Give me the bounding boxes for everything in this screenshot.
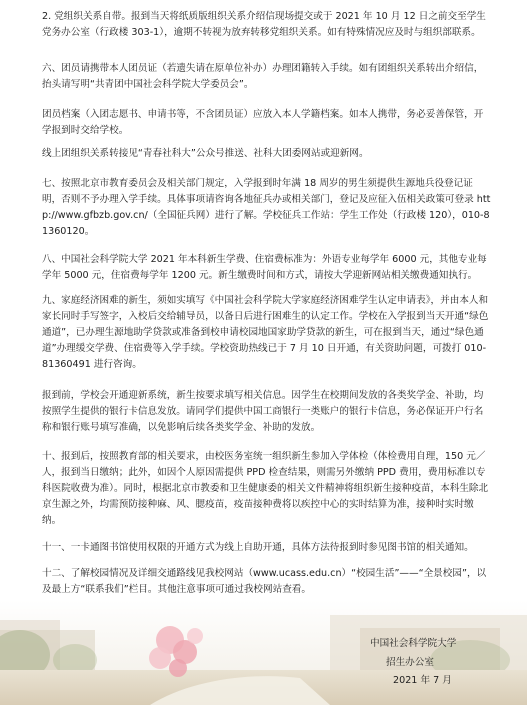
signature-department: 招生办公室	[386, 657, 434, 668]
paragraph-campus-website: 十二、了解校园情况及详细交通路线见我校网站（www.ucass.edu.cn）“校园生活”——“全景校园”，以及最上方“联系我们”栏目。其他注意事项可通过我校网站查看。	[42, 568, 487, 595]
paragraph-league-archive: 团员档案（入团志愿书、申请书等，不含团员证）应放入本人学籍档案。如本人携带，务必妥善保管，开学报到时交给学校。	[42, 109, 484, 136]
paragraph-health-check: 十、报到后，按照教育部的相关要求，由校医务室统一组织新生参加入学体检（体检费用自理，150 元／人，报到当日缴纳；此外，如因个人原因需提供 PPD 检查结果，则需另外缴纳 PPD 费用，费用标准以专科医院收费为准）。同时，根据北京市教委和卫生健康委的相关文件精神将组织新生接种疫苗，本科生除北京生源之外，均需预防接种麻、风、腮疫苗，疫苗接种费将以疾控中心的实时结算为准，接种时实时缴纳。	[42, 451, 489, 526]
signature-organization: 中国社会科学院大学	[370, 638, 457, 649]
signature-date: 2021 年 7 月	[393, 675, 452, 686]
paragraph-tuition-fees: 八、中国社会科学院大学 2021 年本科新生学费、住宿费标准为：外语专业每学年 6000 元，其他专业每学年 5000 元，住宿费每学年 1200 元。新生缴费时间和方式，请按大学迎新网站相关缴费通知执行。	[42, 254, 487, 281]
paragraph-party-relation: 2. 党组织关系自带。报到当天将纸质版组织关系介绍信现场提交或于 2021 年 10 月 12 日之前交至学生党务办公室（行政楼 303-1），逾期不转视为放弃转移党组织关系。如有特殊情况应及时与组织部联系。	[42, 11, 486, 38]
paragraph-bank-info: 报到前，学校会开通迎新系统，新生按要求填写相关信息。因学生在校期间发放的各类奖学金、补助，均按照学生提供的银行卡信息发放。请同学们提供中国工商银行一类账户的银行卡信息，务必保证开户行名称和银行账号填写准确，以免影响后续各类奖学金、补助的发放。	[42, 390, 484, 433]
paragraph-league-membership: 六、团员请携带本人团员证（若遗失请在原单位补办）办理团籍转入手续。如有团组织关系转出介绍信，抬头请写明“共青团中国社会科学院大学委员会”。	[42, 63, 484, 90]
paragraph-online-transfer: 线上团组织关系转接见“青春社科大”公众号推送、社科大团委网站或迎新网。	[42, 148, 369, 159]
campus-background-photo	[0, 600, 527, 705]
paragraph-financial-aid: 九、家庭经济困难的新生，须如实填写《中国社会科学院大学家庭经济困难学生认定申请表》，并由本人和家长同时手写签字，入校后交给辅导员，以备日后进行困难生的认定工作。学校在入学报到当天开通“绿色通道”，已办理生源地助学贷款或准备到校申请校园地国家助学贷款的新生，可在报到当天，通过“绿色通道”办理缓交学费、住宿费等入学手续。学校资助热线已于 7 月 10 日开通，有关资助问题，可拨打 010-81360491 进行咨询。	[42, 295, 489, 370]
paragraph-library-card: 十一、一卡通图书馆使用权限的开通方式为线上自助开通，具体方法待报到时参见图书馆的相关通知。	[42, 542, 474, 553]
paragraph-military-registration: 七、按照北京市教育委员会及相关部门规定，入学报到时年满 18 周岁的男生须提供生源地兵役登记证明，否则不予办理入学手续。具体事项请咨询各地征兵办或相关部门，登记及应征入伍相关政策可登录 http://www.gfbzb.gov.cn/（全国征兵网）进行了解。学校征兵工作站：学生工作处（行政楼 120），010-81360120。	[42, 178, 491, 237]
